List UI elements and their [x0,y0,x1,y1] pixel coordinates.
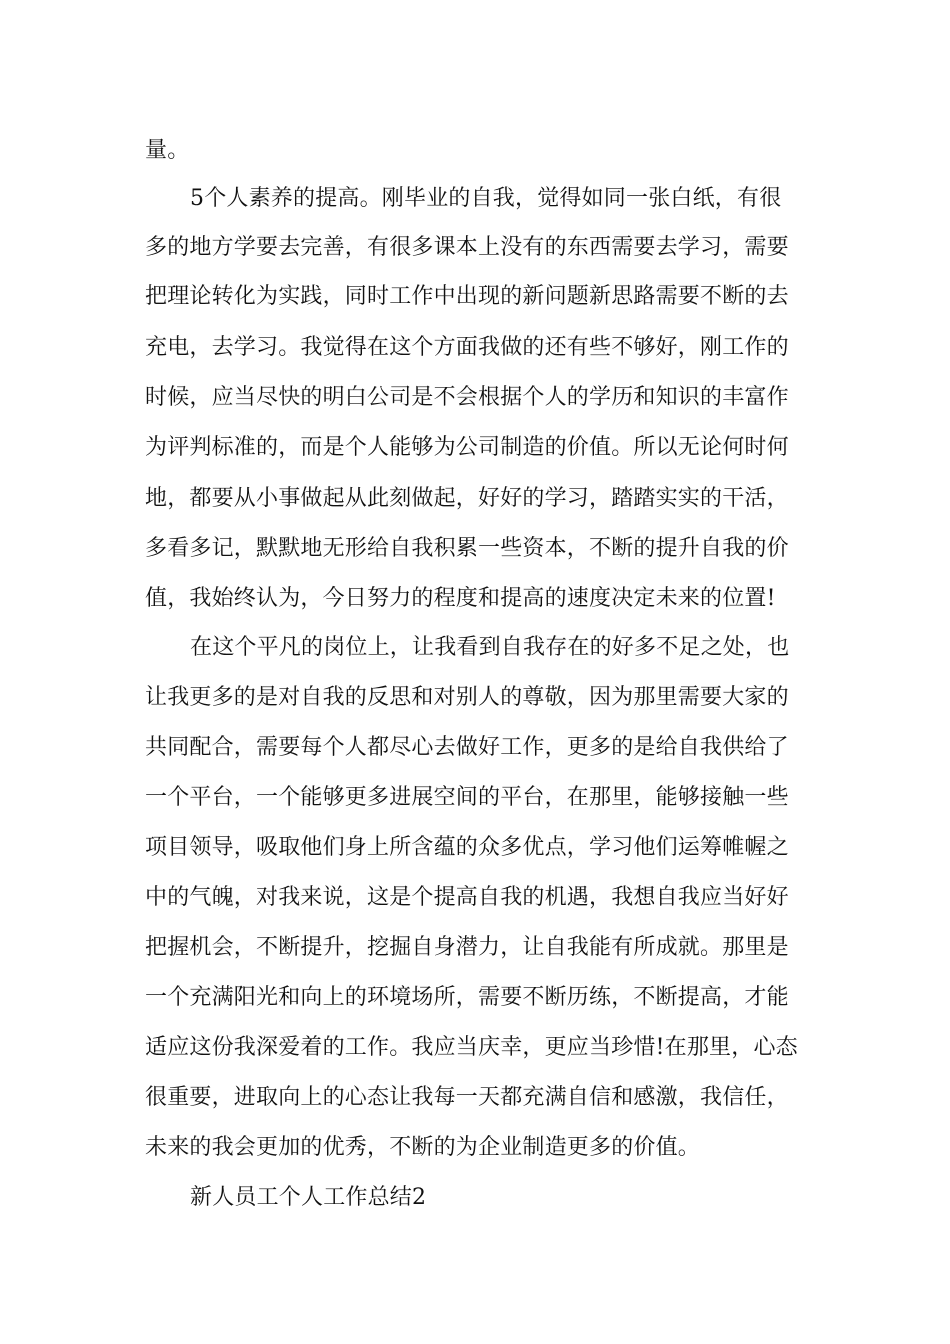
text-line: 把理论转化为实践，同时工作中出现的新问题新思路需要不断的去 [145,284,789,309]
paragraph-start-line: 在这个平凡的岗位上，让我看到自我存在的好多不足之处，也 [190,635,790,660]
text-line: 充电，去学习。我觉得在这个方面我做的还有些不够好，刚工作的 [145,335,789,360]
text-line: 中的气魄，对我来说，这是个提高自我的机遇，我想自我应当好好 [145,885,789,910]
text-line: 共同配合，需要每个人都尽心去做好工作，更多的是给自我供给了 [145,735,789,760]
paragraph-start-line: 5个人素养的提高。刚毕业的自我，觉得如同一张白纸，有很 [190,186,782,211]
section-heading: 新人员工个人工作总结2 [190,1185,427,1210]
text-line: 未来的我会更加的优秀，不断的为企业制造更多的价值。 [145,1135,701,1160]
text-line: 时候，应当尽快的明白公司是不会根据个人的学历和知识的丰富作 [145,385,789,410]
text-line: 多看多记，默默地无形给自我积累一些资本，不断的提升自我的价 [145,536,789,561]
text-line: 项目领导，吸取他们身上所含蕴的众多优点，学习他们运筹帷幄之 [145,835,789,860]
text-line: 一个平台，一个能够更多进展空间的平台，在那里，能够接触一些 [145,785,789,810]
text-line: 很重要，进取向上的心态让我每一天都充满自信和感激，我信任， [145,1085,789,1110]
text-line: 多的地方学要去完善，有很多课本上没有的东西需要去学习，需要 [145,235,789,260]
text-line: 让我更多的是对自我的反思和对别人的尊敬，因为那里需要大家的 [145,685,789,710]
text-line: 为评判标准的，而是个人能够为公司制造的价值。所以无论何时何 [145,435,789,460]
text-line: 地，都要从小事做起从此刻做起，好好的学习，踏踏实实的干活， [145,486,789,511]
text-line: 量。 [145,138,190,163]
text-line: 一个充满阳光和向上的环境场所，需要不断历练，不断提高，才能 [145,985,789,1010]
text-line: 把握机会，不断提升，挖掘自身潜力，让自我能有所成就。那里是 [145,935,789,960]
text-line: 适应这份我深爱着的工作。我应当庆幸，更应当珍惜!在那里，心态 [145,1035,798,1060]
text-line: 值，我始终认为，今日努力的程度和提高的速度决定未来的位置! [145,586,776,611]
